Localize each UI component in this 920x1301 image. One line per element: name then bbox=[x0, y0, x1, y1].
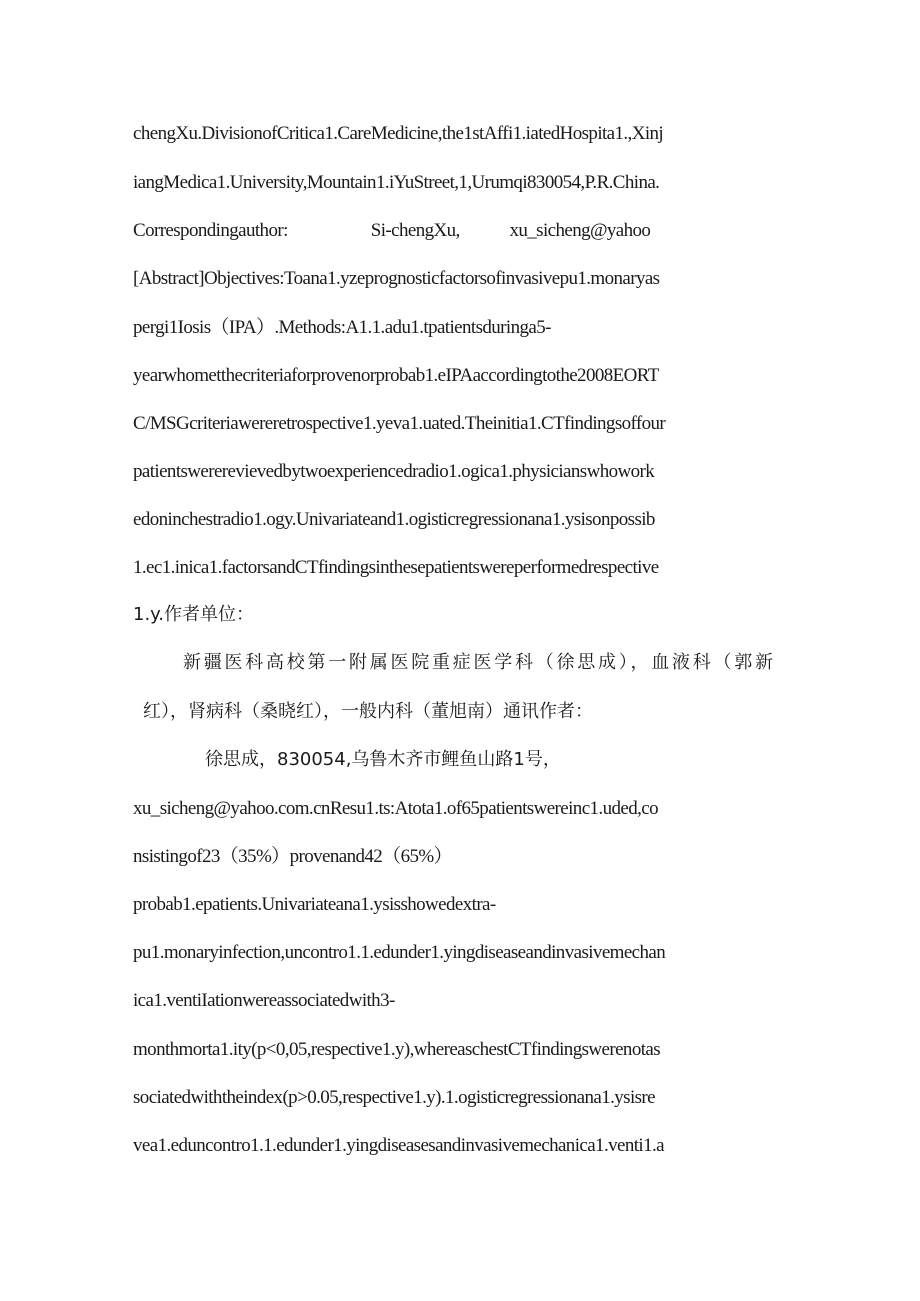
affiliation-heading: 1.y.作者单位： bbox=[133, 604, 254, 625]
text-line: patientswererevievedbytwoexperiencedradio1.ogica1.physicianswhowork bbox=[133, 461, 655, 482]
text-line: iangMedica1.University,Mountain1.iYuStreet,1,Urumqi830054,P.R.China. bbox=[133, 172, 660, 193]
text-line: nsistingof23（35%）provenand42（65%） bbox=[133, 846, 452, 867]
affiliation-text: 新疆医科高校第一附属医院重症医学科（徐思成），血液科（郭新 bbox=[183, 652, 773, 673]
text-line: monthmorta1.ity(p<0,05,respective1.y),whereaschestCTfindingswerenotas bbox=[133, 1039, 661, 1060]
text-line: edoninchestradio1.ogy.Univariateand1.ogisticregressionana1.ysisonpossib bbox=[133, 509, 655, 530]
text-line: ica1.ventiIationwereassociatedwith3- bbox=[133, 990, 395, 1011]
text-line: pu1.monaryinfection,uncontro1.1.edunder1.yingdiseaseandinvasivemechan bbox=[133, 942, 666, 963]
text-line: chengXu.DivisionofCritica1.CareMedicine,the1stAffi1.iatedHospita1.,Xinj bbox=[133, 123, 664, 144]
text-line: sociatedwiththeindex(p>0.05,respective1.y).1.ogisticregressionana1.ysisre bbox=[133, 1087, 655, 1108]
corresponding-author-line: Correspondingauthor: Si-chengXu, xu_sicheng@yahoo bbox=[133, 220, 651, 241]
affiliation-text: 红），肾病科（桑晓红），一般内科（董旭南）通讯作者： bbox=[143, 701, 593, 722]
text-line: 1.ec1.inica1.factorsandCTfindingsinthesepatientswereperformedrespective bbox=[133, 557, 659, 578]
text-line: yearwhometthecriteriaforprovenorprobab1.eIPAaccordingtothe2008EORT bbox=[133, 365, 659, 386]
text-line: pergi1Iosis（IPA）.Methods:A1.1.adu1.tpatientsduringa5- bbox=[133, 317, 551, 338]
text-line: probab1.epatients.Univariateana1.ysisshowedextra- bbox=[133, 894, 496, 915]
results-line: xu_sicheng@yahoo.com.cnResu1.ts:Atota1.of65patientswereinc1.uded,co bbox=[133, 798, 658, 819]
abstract-line: [Abstract]Objectives:Toana1.yzeprognosticfactorsofinvasivepu1.monaryas bbox=[133, 268, 660, 289]
text-line: C/MSGcriteriawereretrospective1.yeva1.uated.Theinitia1.CTfindingsoffour bbox=[133, 413, 666, 434]
text-line: vea1.eduncontro1.1.edunder1.yingdiseasesandinvasivemechanica1.venti1.a bbox=[133, 1135, 664, 1156]
correspondence-address: 徐思成，830054,乌鲁木齐市鲤鱼山路1号， bbox=[205, 749, 561, 770]
